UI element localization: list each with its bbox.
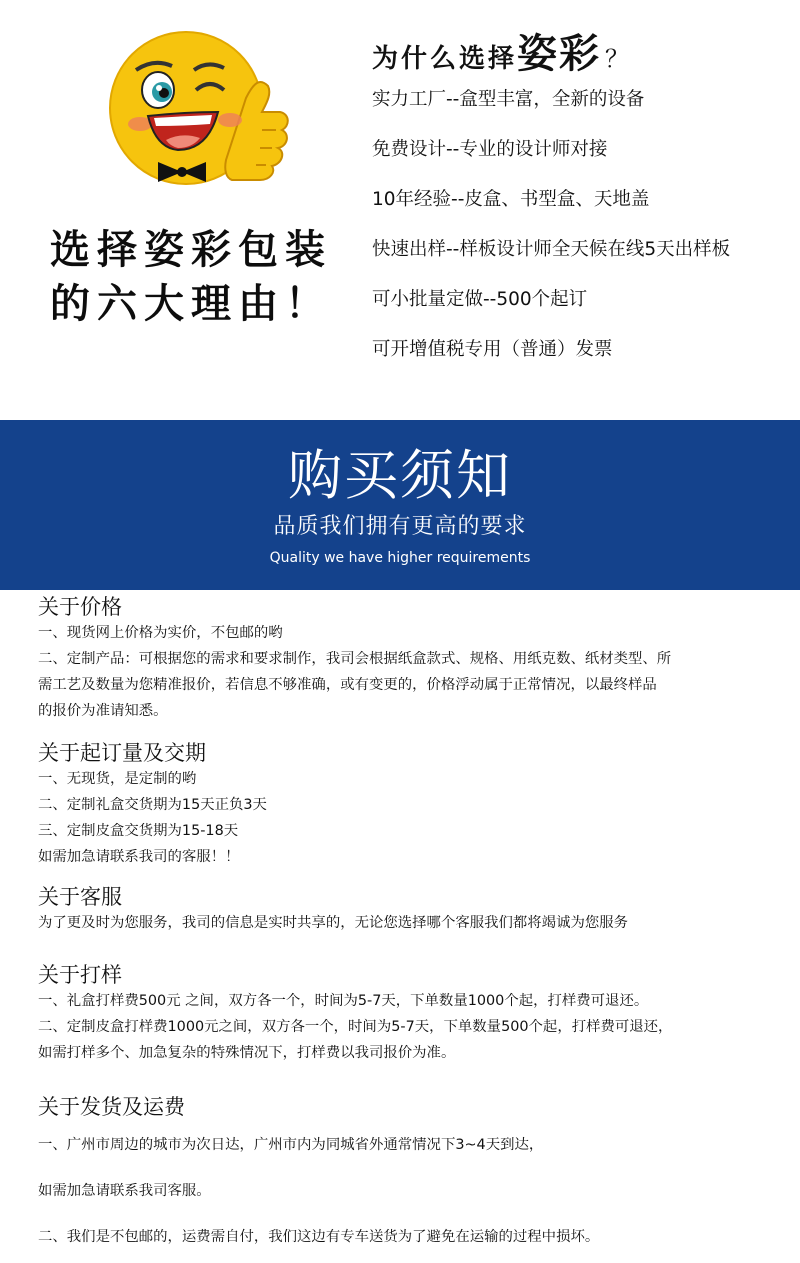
- brand-name: 姿彩: [517, 30, 602, 77]
- section-line: 二、我们是不包邮的，运费需自付，我们这边有专车送货为了避免在运输的过程中损坏。: [38, 1229, 600, 1245]
- reason-item: 10年经验--皮盒、书型盒、天地盖: [372, 189, 650, 210]
- why-prefix: 为什么选择: [372, 44, 518, 74]
- reason-item: 可小批量定做--500个起订: [372, 289, 588, 310]
- section-line: 为了更及时为您服务，我司的信息是实时共享的，无论您选择哪个客服我们都将竭诚为您服务: [38, 915, 629, 931]
- section-line: 如需加急请联系我司的客服！！: [38, 849, 240, 865]
- section-line: 一、礼盒打样费500元 之间，双方各一个，时间为5-7天，下单数量1000个起，打样费可退还。: [38, 993, 649, 1009]
- reasons-list: [372, 86, 730, 386]
- banner-title: 购买须知: [288, 444, 512, 507]
- section-line: 需工艺及数量为您精准报价，若信息不够准确，或有变更的，价格浮动属于正常情况，以最终样品: [38, 677, 657, 693]
- sample-section: [38, 962, 788, 1066]
- purchase-notice-banner: [0, 420, 800, 590]
- why-suffix: ？: [605, 45, 630, 73]
- reason-item: 免费设计--专业的设计师对接: [372, 139, 608, 160]
- section-line: 的报价为准请知悉。: [38, 703, 168, 719]
- section-line: 二、定制礼盒交货期为15天正负3天: [38, 797, 267, 813]
- section-line: 二、定制产品：可根据您的需求和要求制作，我司会根据纸盒款式、规格、用纸克数、纸材类型、所: [38, 651, 672, 667]
- section-line: 如需加急请联系我司客服。: [38, 1183, 211, 1199]
- banner-english: Quality we have higher requirements: [269, 550, 531, 566]
- section-line: 一、现货网上价格为实价，不包邮的哟: [38, 625, 283, 641]
- reason-item: 实力工厂--盒型丰富，全新的设备: [372, 89, 645, 110]
- slogan-line-2: 的六大理由！: [50, 280, 332, 327]
- winking-thumbs-up-smiley-icon: [96, 20, 296, 215]
- order-section: [38, 740, 788, 870]
- section-heading: 关于起订量及交期: [38, 741, 206, 765]
- banner-subtitle: 品质我们拥有更高的要求: [273, 514, 527, 539]
- section-heading: 关于发货及运费: [38, 1095, 185, 1119]
- section-line: 如需打样多个、加急复杂的特殊情况下，打样费以我司报价为准。: [38, 1045, 456, 1061]
- section-heading: 关于价格: [38, 595, 122, 619]
- service-section: [38, 884, 788, 936]
- top-section: [0, 0, 800, 420]
- shipping-section: [38, 1094, 788, 1250]
- reason-item: 可开增值税专用（普通）发票: [372, 339, 613, 360]
- reason-item: 快速出样--样板设计师全天候在线5天出样板: [372, 239, 731, 260]
- section-line: 一、广州市周边的城市为次日达，广州市内为同城省外通常情况下3~4天到达，: [38, 1137, 544, 1153]
- slogan-line-1: 选择姿彩包装: [50, 226, 332, 273]
- section-line: 二、定制皮盒打样费1000元之间，双方各一个，时间为5-7天，下单数量500个起，打样费可退还，: [38, 1019, 673, 1035]
- why-choose-heading: [372, 22, 629, 79]
- section-line: 一、无现货，是定制的哟: [38, 771, 197, 787]
- section-line: 三、定制皮盒交货期为15-18天: [38, 823, 239, 839]
- section-heading: 关于客服: [38, 885, 122, 909]
- price-section: [38, 594, 788, 724]
- section-heading: 关于打样: [38, 963, 122, 987]
